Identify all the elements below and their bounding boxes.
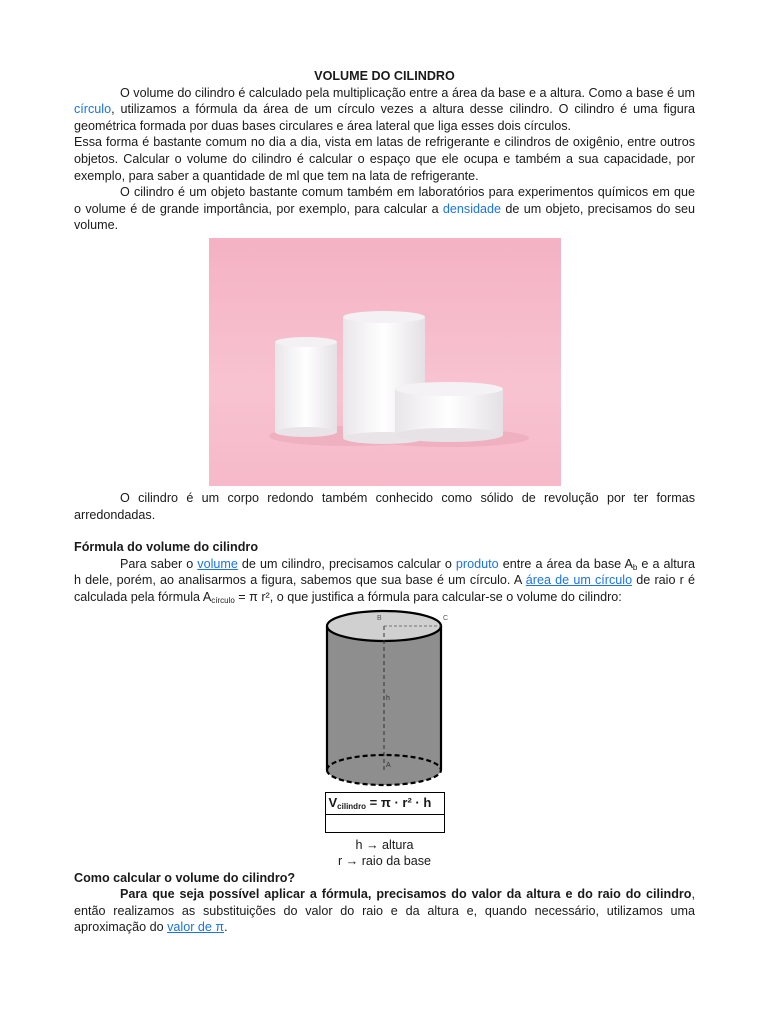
label-b: B	[376, 614, 382, 622]
formula-v: V	[328, 794, 338, 810]
text-span: entre a área da base A	[498, 556, 633, 571]
heading-how-to-calculate: Como calcular o volume do cilindro?	[74, 870, 296, 885]
link-circulo[interactable]: círculo	[74, 102, 112, 117]
label-h: h	[385, 694, 390, 702]
label-a: A	[385, 761, 391, 769]
paragraph-formula	[74, 556, 695, 606]
link-volume[interactable]: volume	[197, 556, 238, 571]
paragraph-intro	[74, 85, 695, 135]
heading-formula: Fórmula do volume do cilindro	[74, 540, 259, 555]
paragraph-apply-formula	[74, 886, 695, 936]
text-span: .	[224, 920, 228, 935]
document-title: VOLUME DO CILINDRO	[314, 69, 455, 83]
text-span: , utilizamos a fórmula da área de um círculo vezes a altura desse cilindro. O cilindro é uma figura geométrica formada por duas bases circulares e área lateral que liga esses dois círculos.	[74, 102, 695, 133]
paragraph-solid-of-revolution: O cilindro é um corpo redondo também conhecido como sólido de revolução por ter formas arredondadas.	[74, 490, 695, 522]
subscript-circulo: círculo	[211, 595, 235, 605]
link-produto[interactable]: produto	[455, 556, 499, 571]
text-span: = π r², o que justifica a fórmula para calcular-se o volume do cilindro:	[234, 589, 622, 604]
text-span: de raio r é calculada pela fórmula A	[74, 573, 695, 604]
formula-empty-row	[326, 815, 444, 832]
text-span: O volume do cilindro é calculado pela multiplicação entre a área da base e a altura. Como a base é um	[120, 85, 695, 100]
formula-row	[326, 793, 444, 815]
link-area-circulo[interactable]: área de um círculo	[525, 573, 633, 588]
legend-radius: r → raio da base	[337, 854, 432, 869]
link-valor-de-pi[interactable]: valor de π	[167, 920, 225, 935]
cylinders-photo	[209, 238, 561, 486]
subscript-b: b	[632, 562, 638, 572]
formula-legend	[74, 837, 695, 870]
text-span: Para saber o	[120, 556, 198, 571]
text-span: Para que seja possível aplicar a fórmula, precisamos do valor da altura e do raio do cilindro	[120, 887, 692, 902]
formula-box	[325, 792, 445, 833]
formula-subscript: cilindro	[337, 801, 367, 811]
legend-height: h → altura	[355, 837, 414, 852]
document-page	[74, 66, 695, 936]
formula-rhs: = π · r² · h	[366, 794, 432, 810]
text-span: O cilindro é um objeto bastante comum também em laboratórios para experimentos químicos em que o volume é de grande importância, por exemplo, para calcular a	[74, 185, 695, 216]
paragraph-laboratory	[74, 184, 695, 234]
paragraph-everyday: Essa forma é bastante comum no dia a dia, vista em latas de refrigerante e cilindros de oxigênio, entre outros objetos. Calcular o volume do cilindro é calcular o espaço que ele ocupa e também a sua capacidade, por exemplo, para saber a quantidade de ml que tem na lata de refrigerante.	[74, 135, 695, 183]
text-span: de um cilindro, precisamos calcular o	[237, 556, 456, 571]
label-c: C	[442, 614, 448, 622]
link-densidade[interactable]: densidade	[442, 201, 502, 216]
text-span: de um objeto, precisamos do seu volume.	[74, 201, 695, 233]
text-span: , então realizamos as substituições do valor do raio e da altura e, quando necessário, utilizamos uma aproximação do	[74, 887, 695, 935]
cylinder-diagram	[315, 608, 455, 788]
text-span: e a altura h dele, porém, ao analisarmos a figura, sabemos que sua base é um círculo. A	[74, 556, 696, 588]
